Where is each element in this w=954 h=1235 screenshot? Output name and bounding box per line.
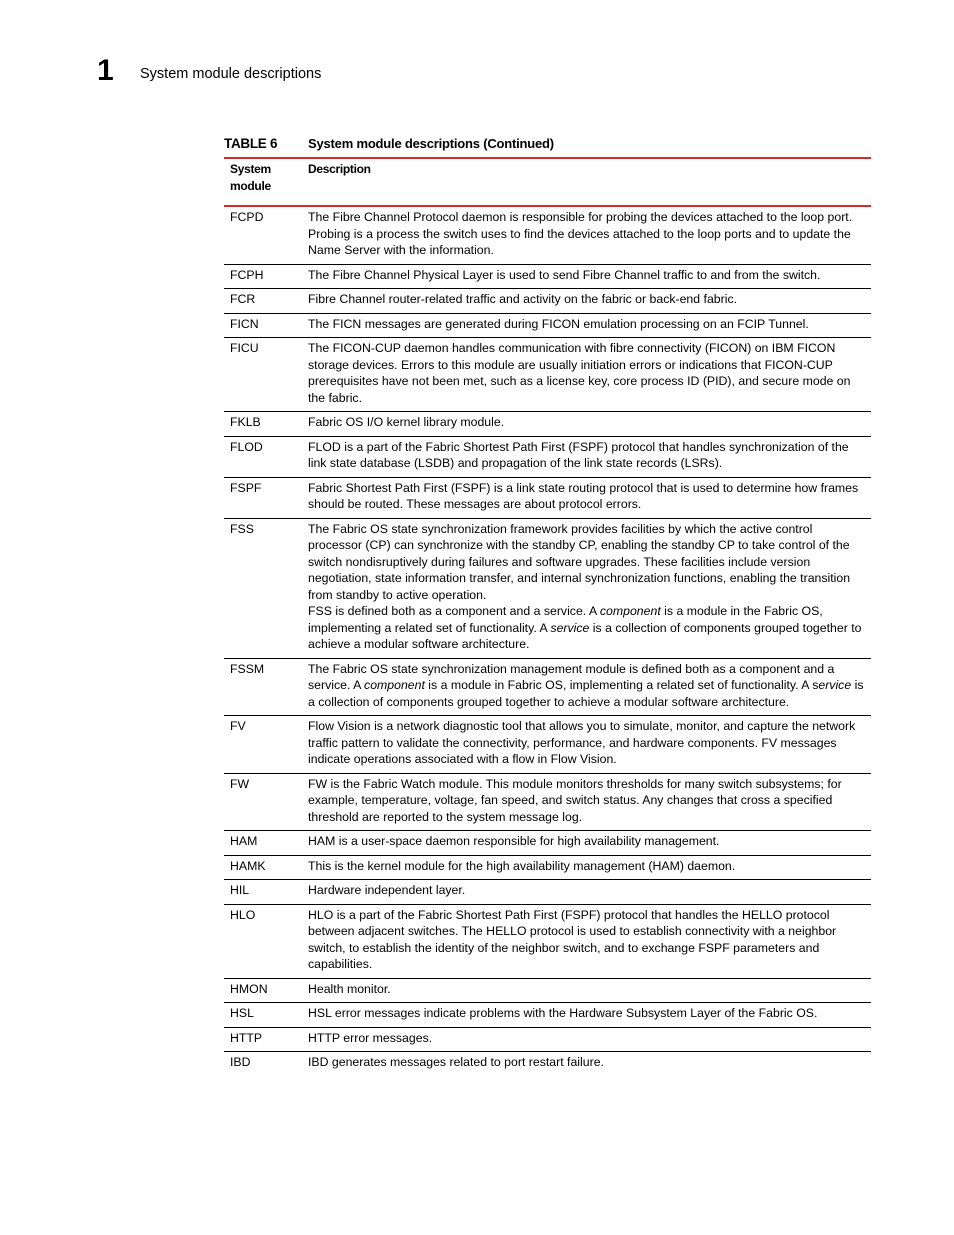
description-text: The FICON-CUP daemon handles communication with fibre connectivity (FICON) on IBM FICON storage devices. Errors to this module are usually initiation errors or indications that FICON-CUP prerequisites have not been met, such as a license key, core process ID (PID), and secure mode on the fabric. bbox=[308, 341, 851, 405]
description-text: The Fibre Channel Protocol daemon is responsible for probing the devices attached to the loop port. Probing is a process the switch uses to find the devices attached to the loop ports and to update the Name Server with the information. bbox=[308, 210, 853, 257]
description-text: FSS is defined both as a component and a service. A bbox=[308, 604, 600, 618]
description-text: is a collection of components grouped together to achieve a modular software architecture. bbox=[308, 678, 864, 709]
table-row bbox=[224, 774, 871, 832]
description-paragraph bbox=[308, 521, 867, 604]
description-text: is a module in the Fabric OS, implementing a related set of functionality. A bbox=[308, 604, 823, 635]
description-cell bbox=[308, 340, 871, 406]
description-cell bbox=[308, 1005, 871, 1022]
chapter-title: System module descriptions bbox=[140, 66, 322, 82]
description-paragraph bbox=[308, 603, 867, 653]
description-paragraph bbox=[308, 316, 867, 333]
module-cell: FICU bbox=[230, 341, 259, 355]
table-caption bbox=[224, 134, 871, 159]
description-text: HTTP error messages. bbox=[308, 1030, 433, 1045]
description-paragraph bbox=[308, 833, 867, 850]
description-text: FW is the Fabric Watch module. This module monitors thresholds for many switch subsystems; for example, temperature, voltage, fan speed, and switch status. Any changes that cross a specified threshold are reported to the system message log. bbox=[308, 776, 842, 824]
description-cell bbox=[308, 661, 871, 711]
table-row bbox=[224, 314, 871, 339]
description-text: Hardware independent layer. bbox=[308, 883, 466, 897]
table-row bbox=[224, 412, 871, 437]
table-row bbox=[224, 716, 871, 774]
chapter-number: 1 bbox=[97, 54, 114, 87]
column-header-description: Description bbox=[308, 162, 371, 176]
emphasized-term: service bbox=[550, 620, 590, 635]
module-cell: HSL bbox=[230, 1006, 254, 1020]
description-cell bbox=[308, 833, 871, 850]
description-text: is a module in Fabric OS, implementing a related set of functionality. A s bbox=[424, 678, 819, 692]
description-paragraph bbox=[308, 1005, 867, 1022]
description-cell bbox=[308, 414, 871, 431]
description-paragraph bbox=[308, 661, 867, 711]
description-text: Fibre Channel router-related traffic and activity on the fabric or back-end fabric. bbox=[308, 292, 738, 306]
module-cell: HLO bbox=[230, 907, 256, 922]
module-cell: FSS bbox=[230, 521, 254, 536]
description-text: Fabric OS I/O kernel library module. bbox=[308, 415, 505, 429]
description-cell bbox=[308, 316, 871, 333]
description-cell bbox=[308, 882, 871, 899]
description-paragraph bbox=[308, 907, 867, 973]
description-paragraph bbox=[308, 776, 867, 826]
description-text: IBD generates messages related to port restart failure. bbox=[308, 1055, 604, 1069]
module-cell: FSSM bbox=[230, 661, 265, 676]
description-paragraph bbox=[308, 291, 867, 308]
description-paragraph bbox=[308, 267, 867, 284]
description-cell bbox=[308, 858, 871, 875]
description-cell bbox=[308, 981, 871, 998]
module-cell: FLOD bbox=[230, 439, 263, 454]
table-row bbox=[224, 831, 871, 856]
description-text: The FICN messages are generated during FICON emulation processing on an FCIP Tunnel. bbox=[308, 316, 809, 331]
emphasized-term: ervice bbox=[818, 678, 852, 692]
description-paragraph bbox=[308, 414, 867, 431]
description-text: FLOD is a part of the Fabric Shortest Path First (FSPF) protocol that handles synchronization of the link state database (LSDB) and propagation of the link state records (LSRs). bbox=[308, 439, 849, 470]
module-cell: FICN bbox=[230, 316, 259, 331]
module-cell: FV bbox=[230, 719, 246, 733]
description-text: HAM is a user-space daemon responsible for high availability management. bbox=[308, 834, 720, 848]
description-cell bbox=[308, 209, 871, 259]
table-row bbox=[224, 880, 871, 905]
emphasized-term: component bbox=[364, 678, 425, 692]
table-body bbox=[224, 207, 871, 1076]
table-row bbox=[224, 1003, 871, 1028]
description-paragraph bbox=[308, 858, 867, 875]
description-cell bbox=[308, 291, 871, 308]
description-text: HLO is a part of the Fabric Shortest Path First (FSPF) protocol that handles the HELLO protocol between adjacent switches. The HELLO protocol is used to establish connectivity with a neighbor switch, to establish the identity of the neighbor switch, and to exchange FSPF parameters and capabilities. bbox=[308, 907, 837, 971]
description-text: Flow Vision is a network diagnostic tool that allows you to simulate, monitor, and capture the network traffic pattern to validate the connectivity, performance, and hardware components. FV messages indicate operations associated with a flow in Flow Vision. bbox=[308, 719, 856, 766]
description-cell bbox=[308, 521, 871, 653]
description-text: This is the kernel module for the high availability management (HAM) daemon. bbox=[308, 858, 736, 873]
description-cell bbox=[308, 718, 871, 768]
description-cell bbox=[308, 439, 871, 472]
module-cell: HMON bbox=[230, 981, 268, 996]
description-paragraph bbox=[308, 439, 867, 472]
emphasized-term: component bbox=[599, 604, 661, 618]
description-paragraph bbox=[308, 340, 867, 406]
module-cell: HAMK bbox=[230, 858, 266, 873]
table-label: TABLE 6 bbox=[224, 136, 278, 151]
description-cell bbox=[308, 480, 871, 513]
table-row bbox=[224, 659, 871, 717]
description-cell bbox=[308, 267, 871, 284]
table-row bbox=[224, 289, 871, 314]
description-cell bbox=[308, 907, 871, 973]
table-row bbox=[224, 519, 871, 659]
table-row bbox=[224, 905, 871, 979]
table-row bbox=[224, 207, 871, 265]
description-paragraph bbox=[308, 1030, 867, 1047]
module-cell: IBD bbox=[230, 1055, 251, 1069]
module-cell: FCPD bbox=[230, 210, 264, 224]
table-row bbox=[224, 979, 871, 1004]
description-text: is a collection of components grouped together to achieve a modular software architecture. bbox=[308, 620, 862, 651]
table-row bbox=[224, 265, 871, 290]
description-paragraph bbox=[308, 480, 867, 513]
module-cell: FKLB bbox=[230, 415, 261, 429]
module-cell: FCPH bbox=[230, 267, 264, 282]
description-text: Health monitor. bbox=[308, 981, 391, 996]
module-cell: HTTP bbox=[230, 1030, 263, 1045]
description-cell bbox=[308, 1030, 871, 1047]
description-cell bbox=[308, 1054, 871, 1071]
table-row bbox=[224, 338, 871, 412]
description-text: HSL error messages indicate problems with the Hardware Subsystem Layer of the Fabric OS. bbox=[308, 1006, 818, 1020]
description-text: Fabric Shortest Path First (FSPF) is a link state routing protocol that is used to determine how frames should be routed. These messages are about protocol errors. bbox=[308, 480, 859, 511]
description-paragraph bbox=[308, 718, 867, 768]
table-header-row bbox=[224, 159, 871, 207]
module-cell: FSPF bbox=[230, 480, 262, 495]
description-paragraph bbox=[308, 882, 867, 899]
column-header-module: System module bbox=[230, 162, 271, 193]
table-row bbox=[224, 478, 871, 519]
module-cell: HAM bbox=[230, 834, 258, 848]
module-cell: HIL bbox=[230, 883, 250, 897]
description-cell bbox=[308, 776, 871, 826]
table-row bbox=[224, 437, 871, 478]
description-text: The Fabric OS state synchronization management module is defined both as a component and a service. A bbox=[308, 661, 835, 692]
table-row bbox=[224, 856, 871, 881]
description-paragraph bbox=[308, 981, 867, 998]
description-text: The Fibre Channel Physical Layer is used to send Fibre Channel traffic to and from the switch. bbox=[308, 267, 821, 282]
description-text: The Fabric OS state synchronization framework provides facilities by which the active control processor (CP) can synchronize with the standby CP, enabling the standby CP to take control of the switch nondisruptively during failures and software upgrades. These facilities include version negotiation, state information transfer, and internal synchronization functions, enabling the transition from standby to active operation. bbox=[308, 521, 851, 602]
description-paragraph bbox=[308, 1054, 867, 1071]
module-cell: FCR bbox=[230, 292, 256, 306]
description-paragraph bbox=[308, 209, 867, 259]
system-module-table bbox=[224, 134, 871, 1076]
table-row bbox=[224, 1052, 871, 1076]
table-title: System module descriptions (Continued) bbox=[308, 136, 554, 151]
table-row bbox=[224, 1028, 871, 1053]
module-cell: FW bbox=[230, 776, 250, 791]
